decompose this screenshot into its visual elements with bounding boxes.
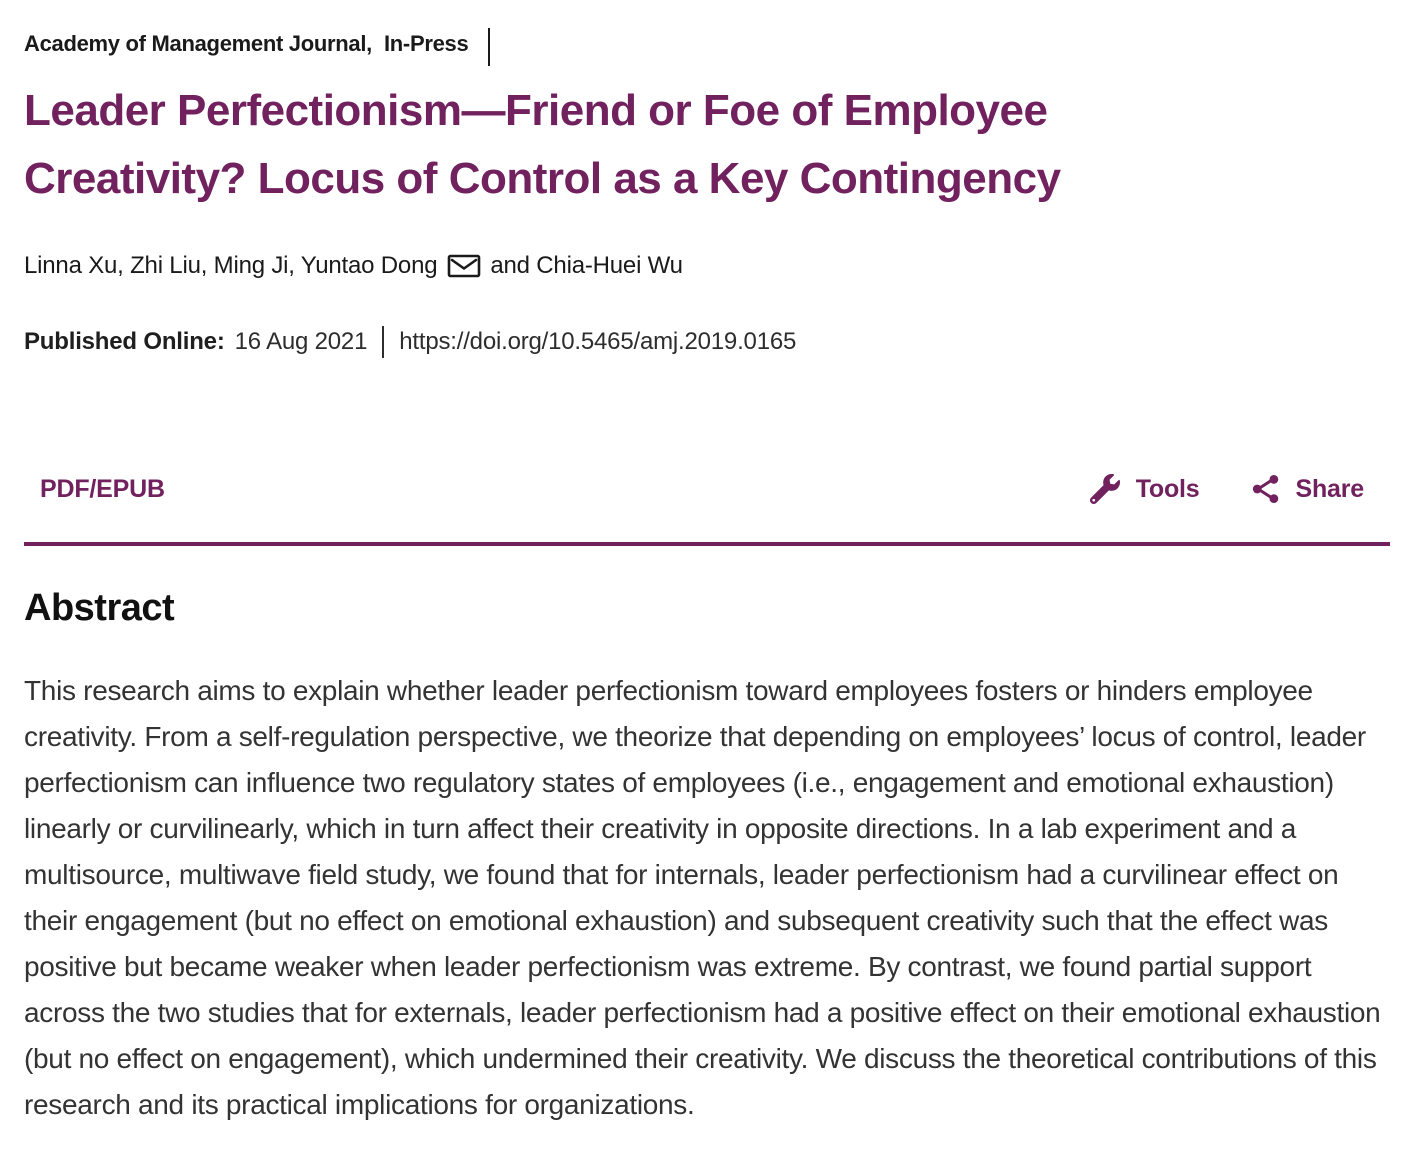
author-names[interactable]: Linna Xu, Zhi Liu, Ming Ji, Yuntao Dong	[24, 252, 438, 279]
doi-link[interactable]: https://doi.org/10.5465/amj.2019.0165	[399, 328, 797, 355]
share-label: Share	[1295, 474, 1364, 503]
journal-link[interactable]: Academy of Management Journal,	[24, 31, 372, 56]
breadcrumb	[24, 25, 1390, 63]
published-divider	[382, 326, 384, 358]
pdf-epub-link[interactable]: PDF/EPUB	[40, 474, 165, 503]
published-line	[24, 326, 1390, 358]
published-label: Published Online:	[24, 328, 225, 355]
abstract-text: This research aims to explain whether leader perfectionism toward employees fosters or hinders employee creativity. From a self-regulation perspective, we theorize that depending on employees’ locus of control, leader perfectionism can influence two regulatory states of employees (i.e., engagement and emotional exhaustion) linearly or curvilinearly, which in turn affect their creativity in opposite directions. In a lab experiment and a multisource, multiwave field study, we found that for internals, leader perfectionism had a curvilinear effect on their engagement (but no effect on emotional exhaustion) and subsequent creativity such that the effect was positive but became weaker when leader perfectionism was extreme. By contrast, we found partial support across the two studies that for externals, leader perfectionism had a positive effect on their emotional exhaustion (but no effect on engagement), which undermined their creativity. We discuss the theoretical contributions of this research and its practical implications for organizations.	[24, 675, 1381, 1120]
abstract-heading: Abstract	[24, 587, 175, 629]
tools-button[interactable]	[1090, 474, 1200, 504]
share-network-icon	[1252, 474, 1280, 504]
envelope-icon[interactable]	[447, 253, 481, 279]
wrench-icon	[1090, 474, 1120, 504]
section-divider	[24, 542, 1390, 546]
share-button[interactable]	[1252, 474, 1364, 504]
article-toolbar	[24, 466, 1390, 512]
breadcrumb-divider	[488, 28, 490, 66]
published-date: 16 Aug 2021	[234, 328, 368, 355]
in-press-link[interactable]: In-Press	[383, 31, 469, 56]
tools-label: Tools	[1135, 474, 1200, 503]
page-title: Leader Perfectionism—Friend or Foe of Employee Creativity? Locus of Control as a Key Contingency	[24, 86, 1061, 203]
author-names-continued[interactable]: and Chia-Huei Wu	[490, 252, 683, 279]
authors-line	[24, 251, 1390, 281]
